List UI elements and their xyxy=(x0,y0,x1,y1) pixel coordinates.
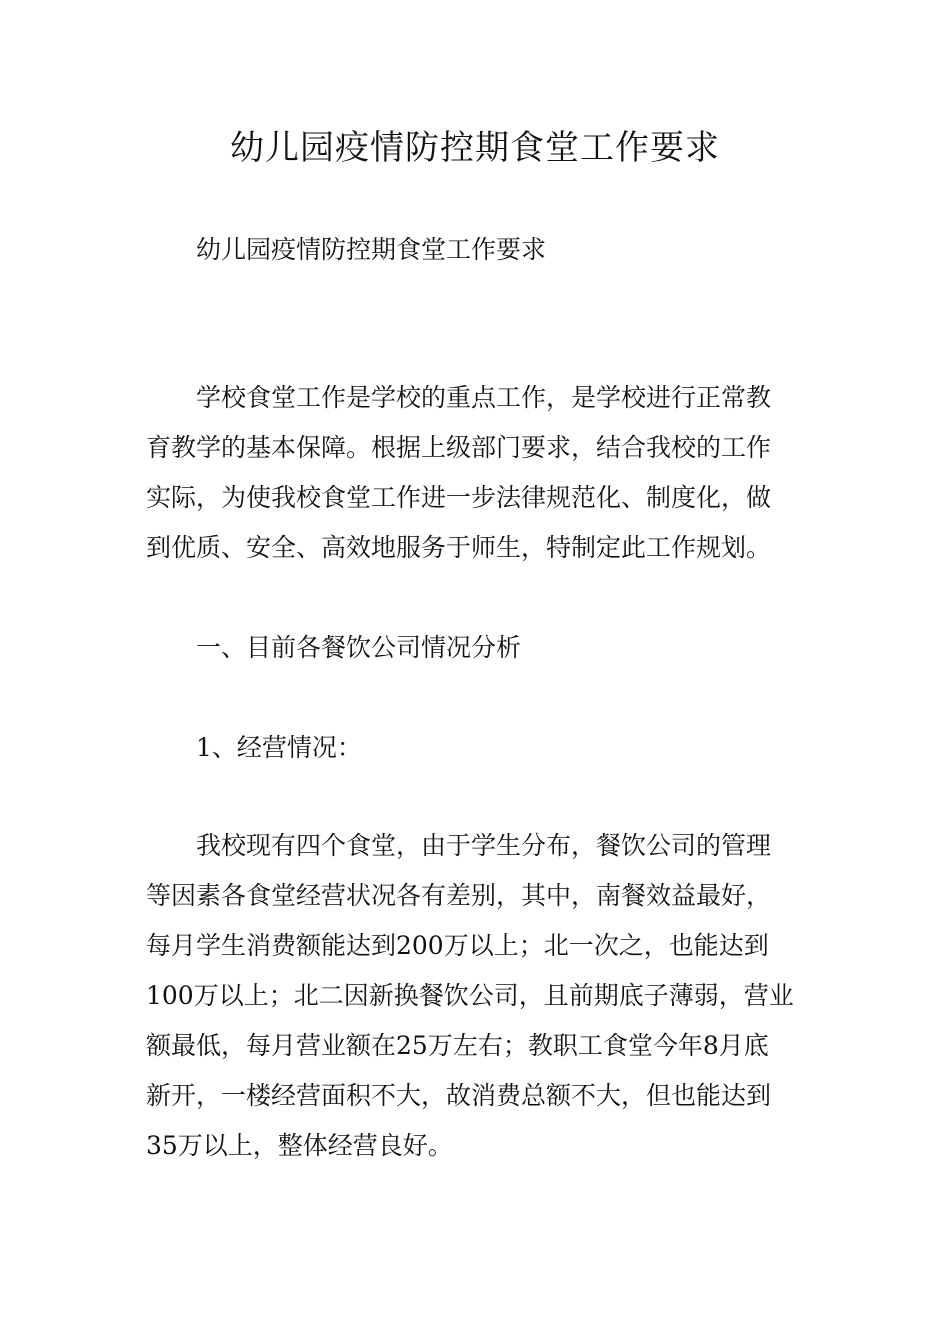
paragraph-2-line-6: 新开，一楼经营面积不大，故消费总额不大，但也能达到 xyxy=(146,1081,772,1110)
paragraph-2-line-1: 我校现有四个食堂，由于学生分布，餐饮公司的管理 xyxy=(196,831,772,860)
document-title: 幼儿园疫情防控期食堂工作要求 xyxy=(230,128,720,168)
paragraph-2-line-5: 额最低，每月营业额在25万左右；教职工食堂今年8月底 xyxy=(146,1031,769,1060)
document-subtitle: 幼儿园疫情防控期食堂工作要求 xyxy=(196,235,547,264)
paragraph-2-line-4: 100万以上；北二因新换餐饮公司，且前期底子薄弱，营业 xyxy=(146,981,794,1010)
paragraph-2-line-2: 等因素各食堂经营状况各有差别，其中，南餐效益最好， xyxy=(146,881,772,910)
paragraph-1-line-2: 育教学的基本保障。根据上级部门要求，结合我校的工作 xyxy=(146,433,772,462)
paragraph-1-line-3: 实际，为使我校食堂工作进一步法律规范化、制度化，做 xyxy=(146,483,772,512)
subsection-1-heading: 1、经营情况： xyxy=(196,733,362,762)
paragraph-1-line-1: 学校食堂工作是学校的重点工作，是学校进行正常教 xyxy=(196,383,772,412)
section-1-heading: 一、目前各餐饮公司情况分析 xyxy=(196,633,522,662)
paragraph-2-line-3: 每月学生消费额能达到200万以上；北一次之，也能达到 xyxy=(146,931,769,960)
paragraph-1-line-4: 到优质、安全、高效地服务于师生，特制定此工作规划。 xyxy=(146,533,772,562)
paragraph-2-line-7: 35万以上，整体经营良好。 xyxy=(146,1131,453,1160)
